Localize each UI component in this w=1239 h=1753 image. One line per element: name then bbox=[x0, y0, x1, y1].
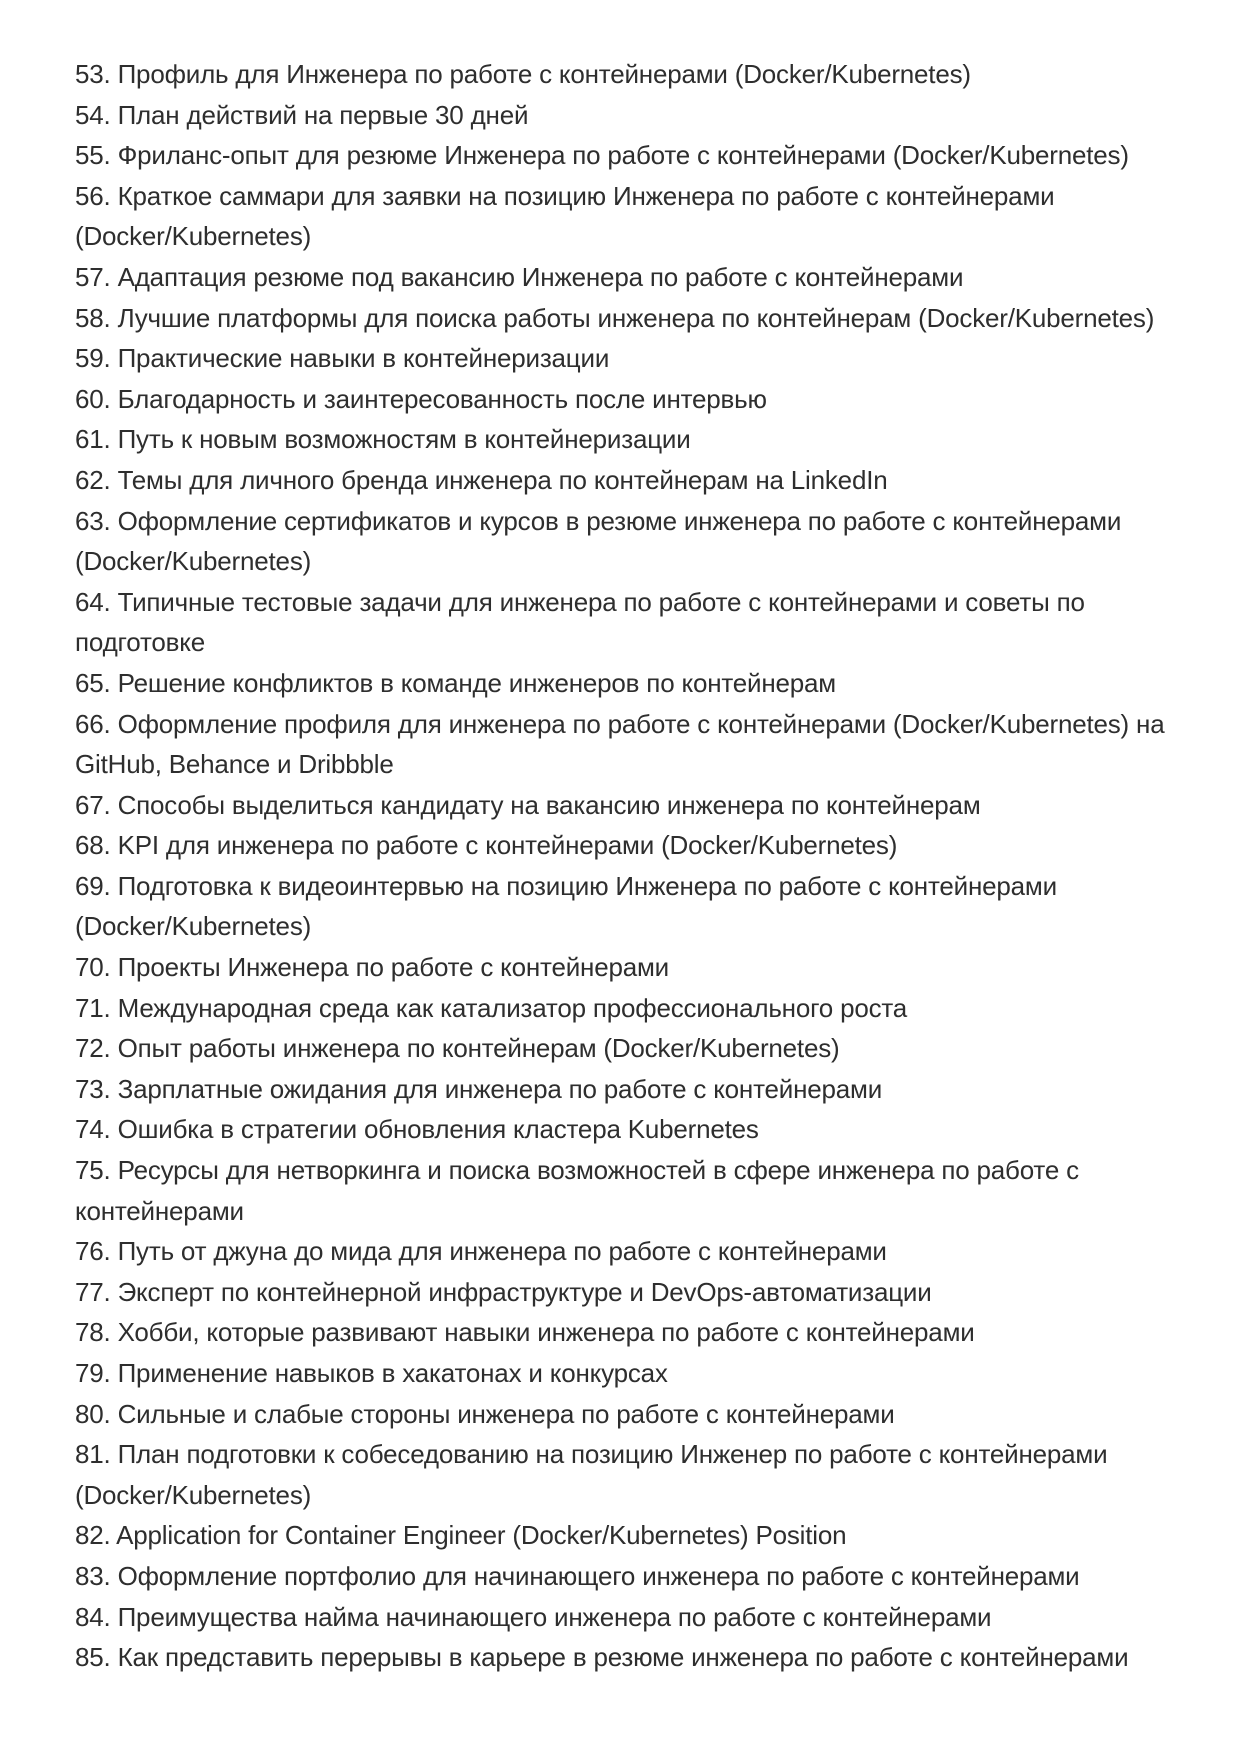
list-line: 62. Темы для личного бренда инженера по контейнерам на LinkedIn bbox=[75, 464, 888, 495]
list-item bbox=[75, 582, 1209, 663]
list-line: 64. Типичные тестовые задачи для инженера по работе с контейнерами и советы по bbox=[75, 586, 1085, 617]
list-item bbox=[75, 379, 1209, 420]
list-line: подготовке bbox=[75, 627, 205, 658]
list-line: GitHub, Behance и Dribbble bbox=[75, 749, 394, 780]
list-line: 78. Хобби, которые развивают навыки инженера по работе с контейнерами bbox=[75, 1317, 975, 1348]
list-line: 76. Путь от джуна до мида для инженера по работе с контейнерами bbox=[75, 1236, 887, 1267]
list-item bbox=[75, 1597, 1209, 1638]
list-line: 69. Подготовка к видеоинтервью на позицию Инженера по работе с контейнерами bbox=[75, 870, 1057, 901]
list-line: (Docker/Kubernetes) bbox=[75, 911, 312, 942]
list-line: 58. Лучшие платформы для поиска работы инженера по контейнерам (Docker/Kubernetes) bbox=[75, 302, 1155, 333]
list-line: (Docker/Kubernetes) bbox=[75, 221, 312, 252]
list-line: 73. Зарплатные ожидания для инженера по работе с контейнерами bbox=[75, 1073, 883, 1104]
list-line: (Docker/Kubernetes) bbox=[75, 1479, 312, 1510]
list-line: 83. Оформление портфолио для начинающего инженера по работе с контейнерами bbox=[75, 1560, 1080, 1591]
list-line: 67. Способы выделиться кандидату на вакансию инженера по контейнерам bbox=[75, 789, 981, 820]
list-line: 55. Фриланс-опыт для резюме Инженера по работе с контейнерами (Docker/Kubernetes) bbox=[75, 140, 1129, 171]
list-item bbox=[75, 95, 1209, 136]
numbered-list bbox=[75, 54, 1209, 1678]
list-item bbox=[75, 1069, 1209, 1110]
list-line: 72. Опыт работы инженера по контейнерам (Docker/Kubernetes) bbox=[75, 1033, 840, 1064]
list-item bbox=[75, 1556, 1209, 1597]
list-line: 84. Преимущества найма начинающего инженера по работе с контейнерами bbox=[75, 1601, 992, 1632]
list-line: 66. Оформление профиля для инженера по работе с контейнерами (Docker/Kubernetes) на bbox=[75, 708, 1165, 739]
list-item bbox=[75, 1353, 1209, 1394]
list-item bbox=[75, 1394, 1209, 1435]
list-line: 80. Сильные и слабые стороны инженера по работе с контейнерами bbox=[75, 1398, 895, 1429]
list-line: 57. Адаптация резюме под вакансию Инженера по работе с контейнерами bbox=[75, 261, 964, 292]
list-item bbox=[75, 663, 1209, 704]
list-line: 81. План подготовки к собеседованию на позицию Инженер по работе с контейнерами bbox=[75, 1439, 1108, 1470]
list-item bbox=[75, 988, 1209, 1029]
list-item bbox=[75, 866, 1209, 947]
list-line: 71. Международная среда как катализатор профессионального роста bbox=[75, 992, 908, 1023]
list-line: 60. Благодарность и заинтересованность после интервью bbox=[75, 383, 767, 414]
list-item bbox=[75, 1109, 1209, 1150]
list-line: 61. Путь к новым возможностям в контейнеризации bbox=[75, 424, 691, 455]
list-item bbox=[75, 947, 1209, 988]
list-item bbox=[75, 1028, 1209, 1069]
list-item bbox=[75, 1515, 1209, 1556]
list-line: 65. Решение конфликтов в команде инженеров по контейнерам bbox=[75, 667, 836, 698]
list-line: 77. Эксперт по контейнерной инфраструктуре и DevOps-автоматизации bbox=[75, 1276, 932, 1307]
list-line: 85. Как представить перерывы в карьере в резюме инженера по работе с контейнерами bbox=[75, 1642, 1129, 1673]
list-line: 53. Профиль для Инженера по работе с контейнерами (Docker/Kubernetes) bbox=[75, 59, 971, 89]
list-item bbox=[75, 785, 1209, 826]
list-item bbox=[75, 298, 1209, 339]
list-item bbox=[75, 501, 1209, 582]
list-item bbox=[75, 338, 1209, 379]
list-item bbox=[75, 54, 1209, 95]
list-line: (Docker/Kubernetes) bbox=[75, 546, 312, 577]
list-item bbox=[75, 1272, 1209, 1313]
list-item bbox=[75, 135, 1209, 176]
list-item bbox=[75, 1150, 1209, 1231]
list-item bbox=[75, 257, 1209, 298]
list-item bbox=[75, 1231, 1209, 1272]
list-item bbox=[75, 176, 1209, 257]
list-item bbox=[75, 1434, 1209, 1515]
list-line: 75. Ресурсы для нетворкинга и поиска возможностей в сфере инженера по работе с bbox=[75, 1155, 1079, 1186]
list-line: 56. Краткое саммари для заявки на позицию Инженера по работе с контейнерами bbox=[75, 180, 1055, 211]
list-line: 82. Application for Container Engineer (Docker/Kubernetes) Position bbox=[75, 1520, 847, 1551]
list-line: 68. KPI для инженера по работе с контейнерами (Docker/Kubernetes) bbox=[75, 830, 898, 861]
list-line: 70. Проекты Инженера по работе с контейнерами bbox=[75, 952, 669, 983]
list-line: контейнерами bbox=[75, 1195, 244, 1226]
list-item bbox=[75, 460, 1209, 501]
list-item bbox=[75, 419, 1209, 460]
list-line: 63. Оформление сертификатов и курсов в резюме инженера по работе с контейнерами bbox=[75, 505, 1122, 536]
list-item bbox=[75, 1312, 1209, 1353]
list-line: 59. Практические навыки в контейнеризации bbox=[75, 343, 610, 374]
list-line: 79. Применение навыков в хакатонах и конкурсах bbox=[75, 1358, 668, 1388]
list-item bbox=[75, 1637, 1209, 1678]
list-item bbox=[75, 704, 1209, 785]
list-item bbox=[75, 825, 1209, 866]
list-line: 74. Ошибка в стратегии обновления кластера Kubernetes bbox=[75, 1114, 759, 1145]
list-line: 54. План действий на первые 30 дней bbox=[75, 99, 529, 130]
